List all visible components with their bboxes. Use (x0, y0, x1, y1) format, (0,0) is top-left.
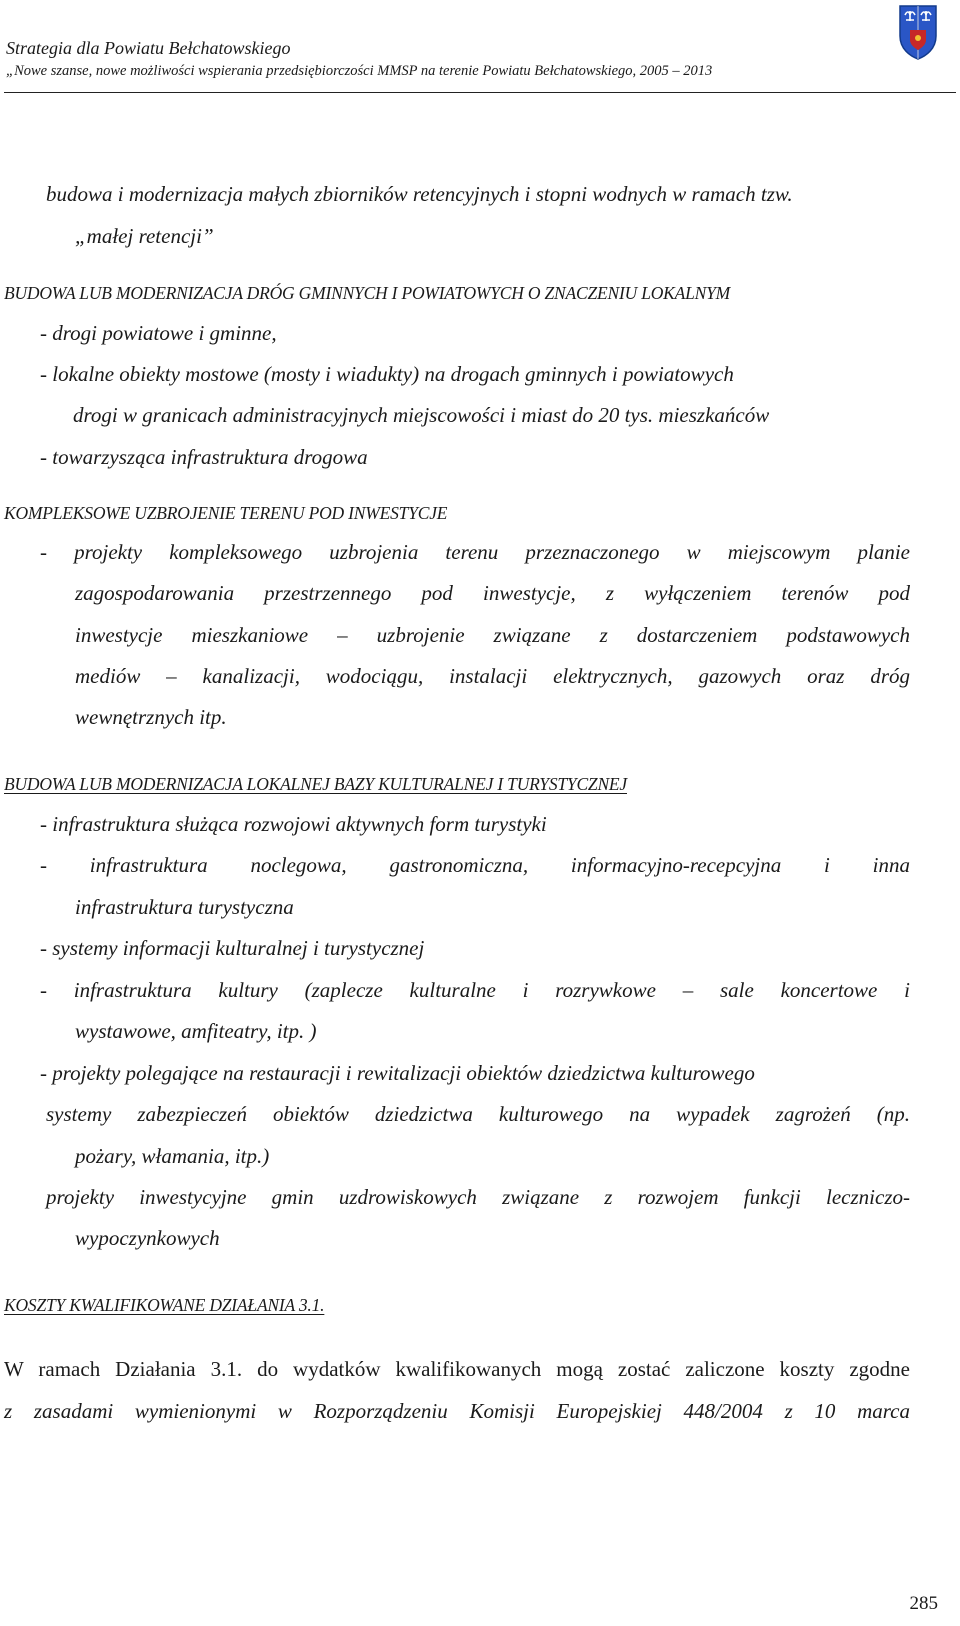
paragraph-line: z zasadami wymienionymi w Rozporządzeniu Komisji Europejskiej 448/2004 z 10 marca (4, 1399, 910, 1423)
text-line: wypoczynkowych (75, 1226, 220, 1250)
header-subtitle: „Nowe szanse, nowe możliwości wspierania przedsiębiorczości MMSP na terenie Powiatu Bełchatowskiego, 2005 – 2013 (6, 63, 713, 79)
text-line: zagospodarowania przestrzennego pod inwestycje, z wyłączeniem terenów pod (75, 581, 910, 605)
coat-of-arms-icon (898, 4, 938, 60)
text-line: projekty inwestycyjne gmin uzdrowiskowych związane z rozwojem funkcji leczniczo- (46, 1185, 910, 1209)
list-item: - infrastruktura kultury (zaplecze kulturalne i rozrywkowe – sale koncertowe i (40, 978, 910, 1002)
text-line: budowa i modernizacja małych zbiorników retencyjnych i stopni wodnych w ramach tzw. (46, 182, 793, 206)
text-line: inwestycje mieszkaniowe – uzbrojenie związane z dostarczeniem podstawowych (75, 623, 910, 647)
list-item: - infrastruktura noclegowa, gastronomiczna, informacyjno-recepcyjna i inna (40, 853, 910, 877)
list-item: - projekty kompleksowego uzbrojenia terenu przeznaczonego w miejscowym planie (40, 540, 910, 564)
text-line: wewnętrznych itp. (75, 705, 227, 729)
section-heading: BUDOWA LUB MODERNIZACJA DRÓG GMINNYCH I POWIATOWYCH O ZNACZENIU LOKALNYM (4, 283, 731, 303)
list-item: - systemy informacji kulturalnej i turystycznej (40, 936, 425, 960)
text-line: pożary, włamania, itp.) (75, 1144, 270, 1168)
text-line: wystawowe, amfiteatry, itp. ) (75, 1019, 317, 1043)
text-line: mediów – kanalizacji, wodociągu, instalacji elektrycznych, gazowych oraz dróg (75, 664, 910, 688)
list-item: - drogi powiatowe i gminne, (40, 321, 277, 345)
text-line: infrastruktura turystyczna (75, 895, 294, 919)
header-title: Strategia dla Powiatu Bełchatowskiego (6, 38, 291, 58)
section-heading: KOMPLEKSOWE UZBROJENIE TERENU POD INWESTYCJE (4, 503, 448, 523)
list-item: - lokalne obiekty mostowe (mosty i wiadukty) na drogach gminnych i powiatowych (40, 362, 734, 386)
list-item: - infrastruktura służąca rozwojowi aktywnych form turystyki (40, 812, 547, 836)
text-line: drogi w granicach administracyjnych miejscowości i miast do 20 tys. mieszkańców (73, 403, 770, 427)
header-divider (4, 92, 956, 93)
section-heading: KOSZTY KWALIFIKOWANE DZIAŁANIA 3.1. (4, 1295, 325, 1315)
list-item: - projekty polegające na restauracji i rewitalizacji obiektów dziedzictwa kulturowego (40, 1061, 755, 1085)
paragraph-line: W ramach Działania 3.1. do wydatków kwalifikowanych mogą zostać zaliczone koszty zgodne (4, 1357, 910, 1381)
page-number: 285 (909, 1593, 938, 1614)
text-line: „małej retencji” (75, 224, 214, 248)
text-line: systemy zabezpieczeń obiektów dziedzictwa kulturowego na wypadek zagrożeń (np. (46, 1102, 910, 1126)
list-item: - towarzysząca infrastruktura drogowa (40, 445, 368, 469)
section-heading: BUDOWA LUB MODERNIZACJA LOKALNEJ BAZY KULTURALNEJ I TURYSTYCZNEJ (4, 774, 627, 794)
